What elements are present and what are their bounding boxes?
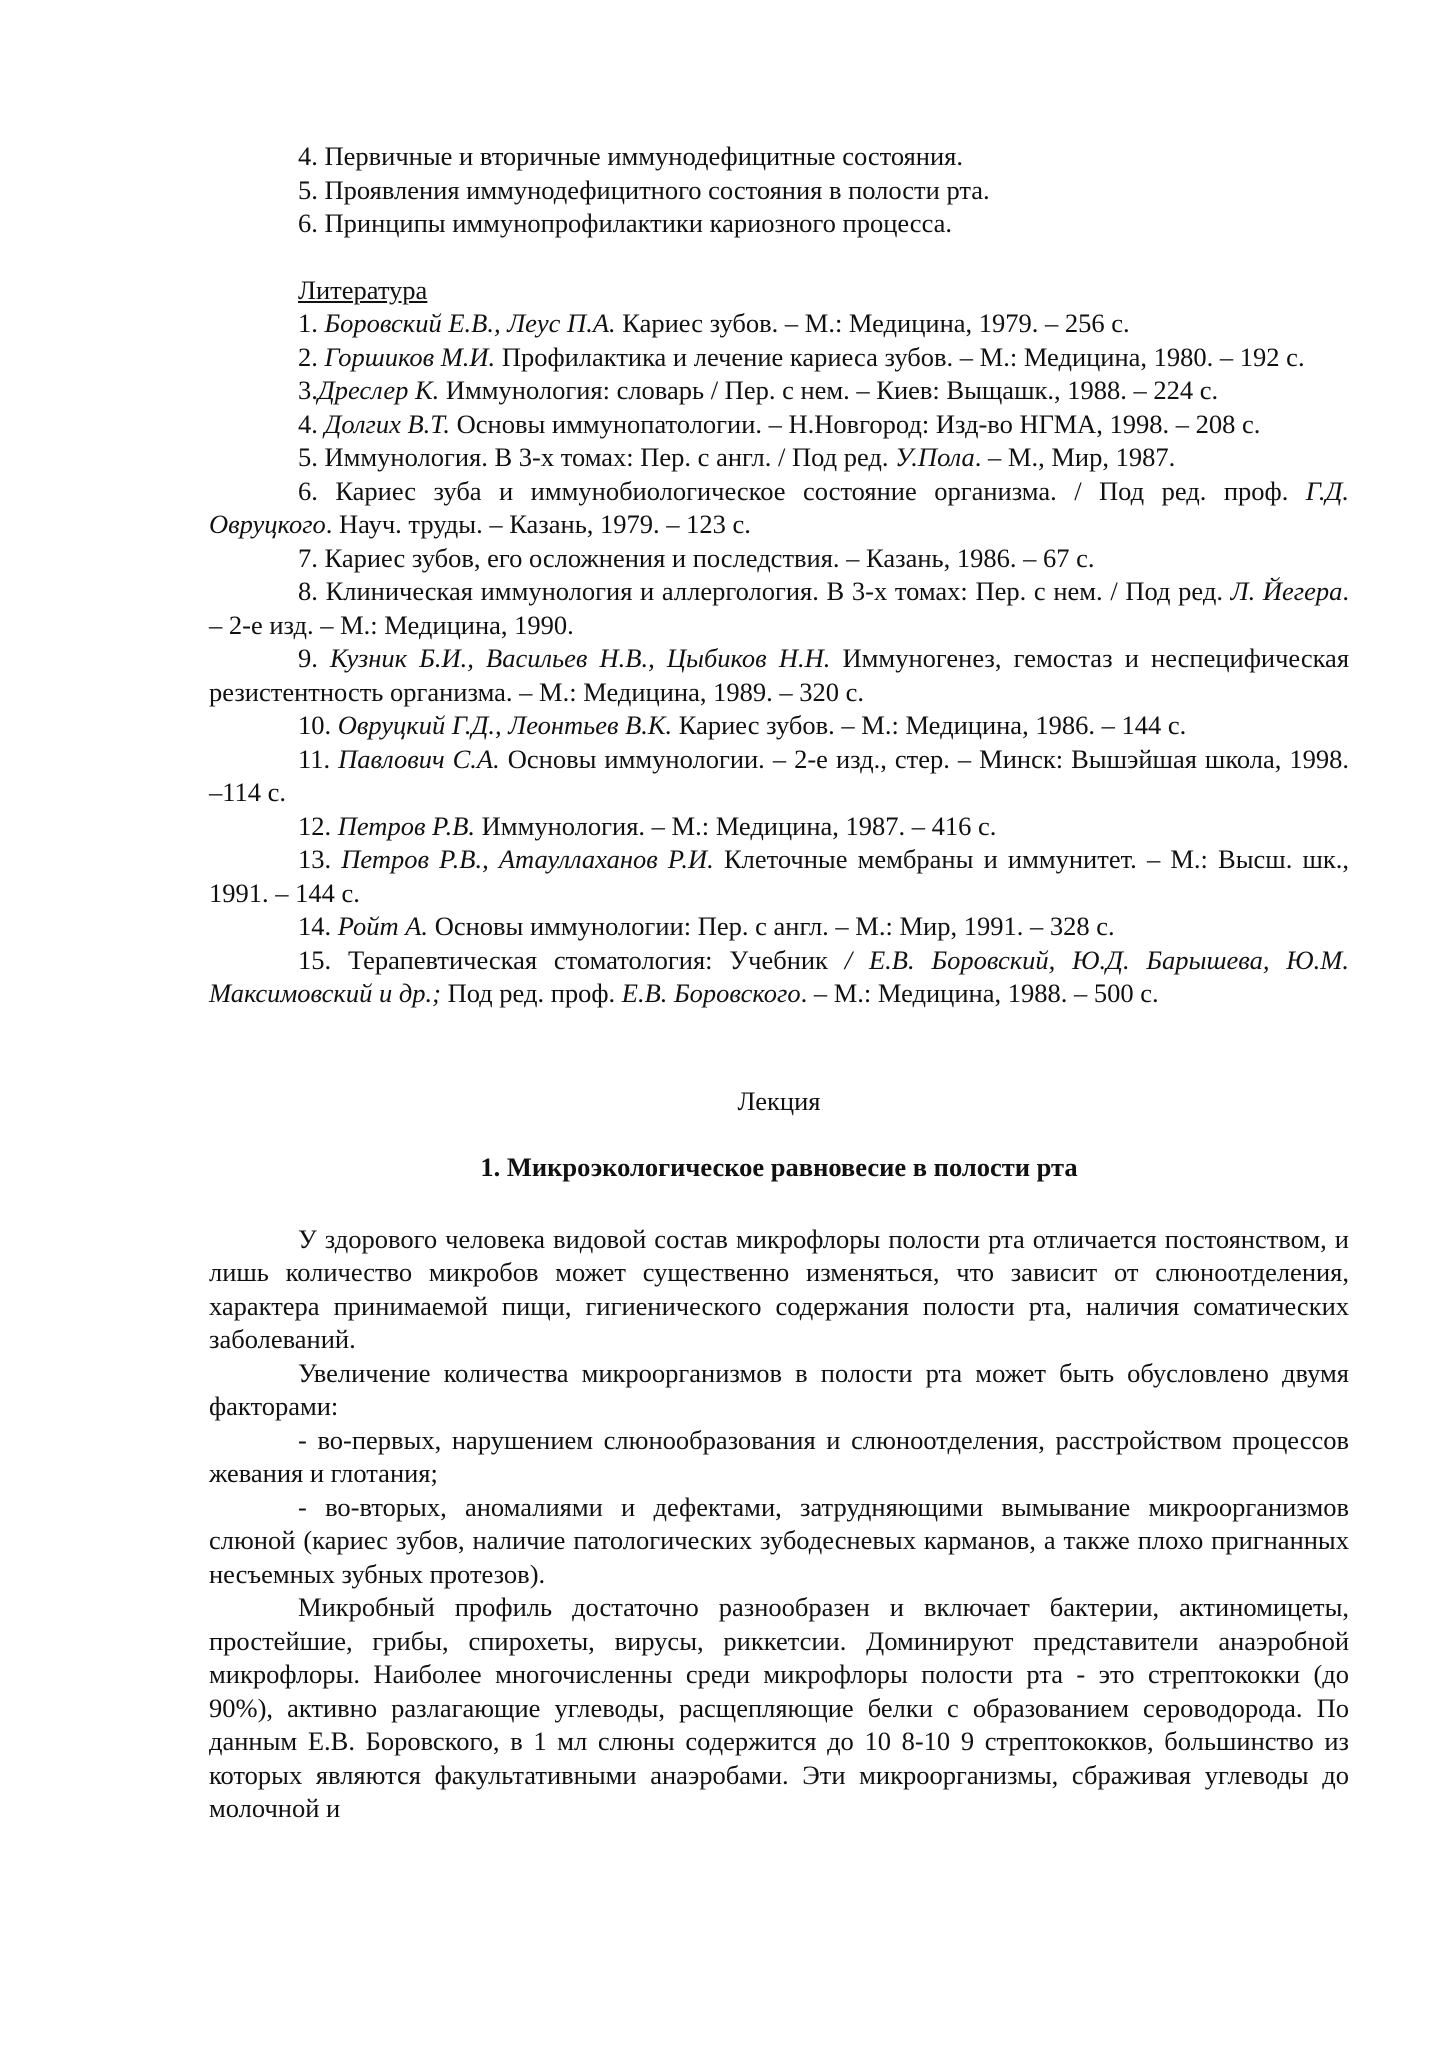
body-paragraph: Увеличение количества микроорганизмов в полости рта может быть обусловлено двумя факторами: <box>209 1357 1349 1421</box>
body-paragraph: - во-первых, нарушением слюнообразования и слюноотделения, расстройством процессов жевания и глотания; <box>209 1424 1349 1488</box>
question-item: 5. Проявления иммунодефицитного состояния в полости рта. <box>298 174 990 205</box>
reference-item: 8. Клиническая иммунология и аллергология. В 3-х томах: Пер. с нем. / Под ред. Л. Йегера. – 2-е изд. – М.: Медицина, 1990. <box>209 576 1349 640</box>
body-paragraph: У здорового человека видовой состав микрофлоры полости рта отличается постоянством, и лишь количество микробов может существенно изменяться, что зависит от слюноотделения, характера принимаемой пищи, гигиенического содержания полости рта, наличия соматических заболеваний. <box>209 1223 1349 1354</box>
question-item: 4. Первичные и вторичные иммунодефицитные состояния. <box>298 141 963 171</box>
reference-item: 6. Кариес зуба и иммунобиологическое состояние организма. / Под ред. проф. Г.Д. Овруцкого. Науч. труды. – Казань, 1979. – 123 с. <box>209 475 1349 539</box>
lecture-label: Лекция <box>737 1085 821 1116</box>
lecture-title: 1. Микроэкологическое равновесие в полости рта <box>480 1152 1078 1182</box>
reference-item: 2. Горшиков М.И. Профилактика и лечение кариеса зубов. – М.: Медицина, 1980. – 192 с. <box>298 341 1305 372</box>
literature-heading: Литература <box>298 274 428 305</box>
reference-item: 9. Кузник Б.И., Васильев Н.В., Цыбиков Н.Н. Иммуногенез, гемостаз и неспецифическая резистентность организма. – М.: Медицина, 1989. – 320 с. <box>209 643 1350 707</box>
reference-item: 5. Иммунология. В 3-х томах: Пер. с англ. / Под ред. У.Пола. – М., Мир, 1987. <box>298 442 1176 472</box>
reference-item: 3.Дреслер К. Иммунология: словарь / Пер. с нем. – Киев: Выщашк., 1988. – 224 с. <box>298 375 1219 405</box>
reference-item: 14. Ройт А. Основы иммунологии: Пер. с англ. – М.: Мир, 1991. – 328 с. <box>298 911 1115 941</box>
reference-item: 15. Терапевтическая стоматология: Учебник / Е.В. Боровский, Ю.Д. Барышева, Ю.М. Максимовский и др.; Под ред. проф. Е.В. Боровского. – М.: Медицина, 1988. – 500 с. <box>209 944 1349 1008</box>
reference-item: 12. Петров Р.В. Иммунология. – М.: Медицина, 1987. – 416 с. <box>298 810 997 841</box>
question-item: 6. Принципы иммунопрофилактики кариозного процесса. <box>298 208 953 238</box>
reference-item: 4. Долгих В.Т. Основы иммунопатологии. – Н.Новгород: Изд-во НГМА, 1998. – 208 с. <box>298 408 1261 439</box>
body-paragraph: - во-вторых, аномалиями и дефектами, затрудняющими вымывание микроорганизмов слюной (кариес зубов, наличие патологических зубодесневых карманов, а также плохо пригнанных несъемных зубных протезов). <box>209 1491 1349 1589</box>
body-paragraph: Микробный профиль достаточно разнообразен и включает бактерии, актиномицеты, простейшие, грибы, спирохеты, вирусы, риккетсии. Доминируют представители анаэробной микрофлоры. Наиболее многочисленны среди микрофлоры полости рта - это стрептококки (до 90%), активно разлагающие углеводы, расщепляющие белки с образованием сероводорода. По данным Е.В. Боровского, в 1 мл слюны содержится до 10 8-10 9 стрептококков, большинство из которых являются факультативными анаэробами. Эти микроорганизмы, сбраживая углеводы до молочной и <box>209 1592 1349 1823</box>
document-page <box>209 140 1349 1826</box>
reference-item: 10. Овруцкий Г.Д., Леонтьев В.К. Кариес зубов. – М.: Медицина, 1986. – 144 с. <box>298 710 1187 740</box>
reference-item: 13. Петров Р.В., Атауллаханов Р.И. Клеточные мембраны и иммунитет. – М.: Высш. шк., 1991. – 144 с. <box>209 844 1349 908</box>
reference-item: 7. Кариес зубов, его осложнения и последствия. – Казань, 1986. – 67 с. <box>298 542 1095 573</box>
reference-item: 11. Павлович С.А. Основы иммунологии. – 2-е изд., стер. – Минск: Вышэйшая школа, 1998. –114 с. <box>209 743 1350 807</box>
reference-item: 1. Боровский Е.В., Леус П.А. Кариес зубов. – М.: Медицина, 1979. – 256 с. <box>298 308 1130 338</box>
